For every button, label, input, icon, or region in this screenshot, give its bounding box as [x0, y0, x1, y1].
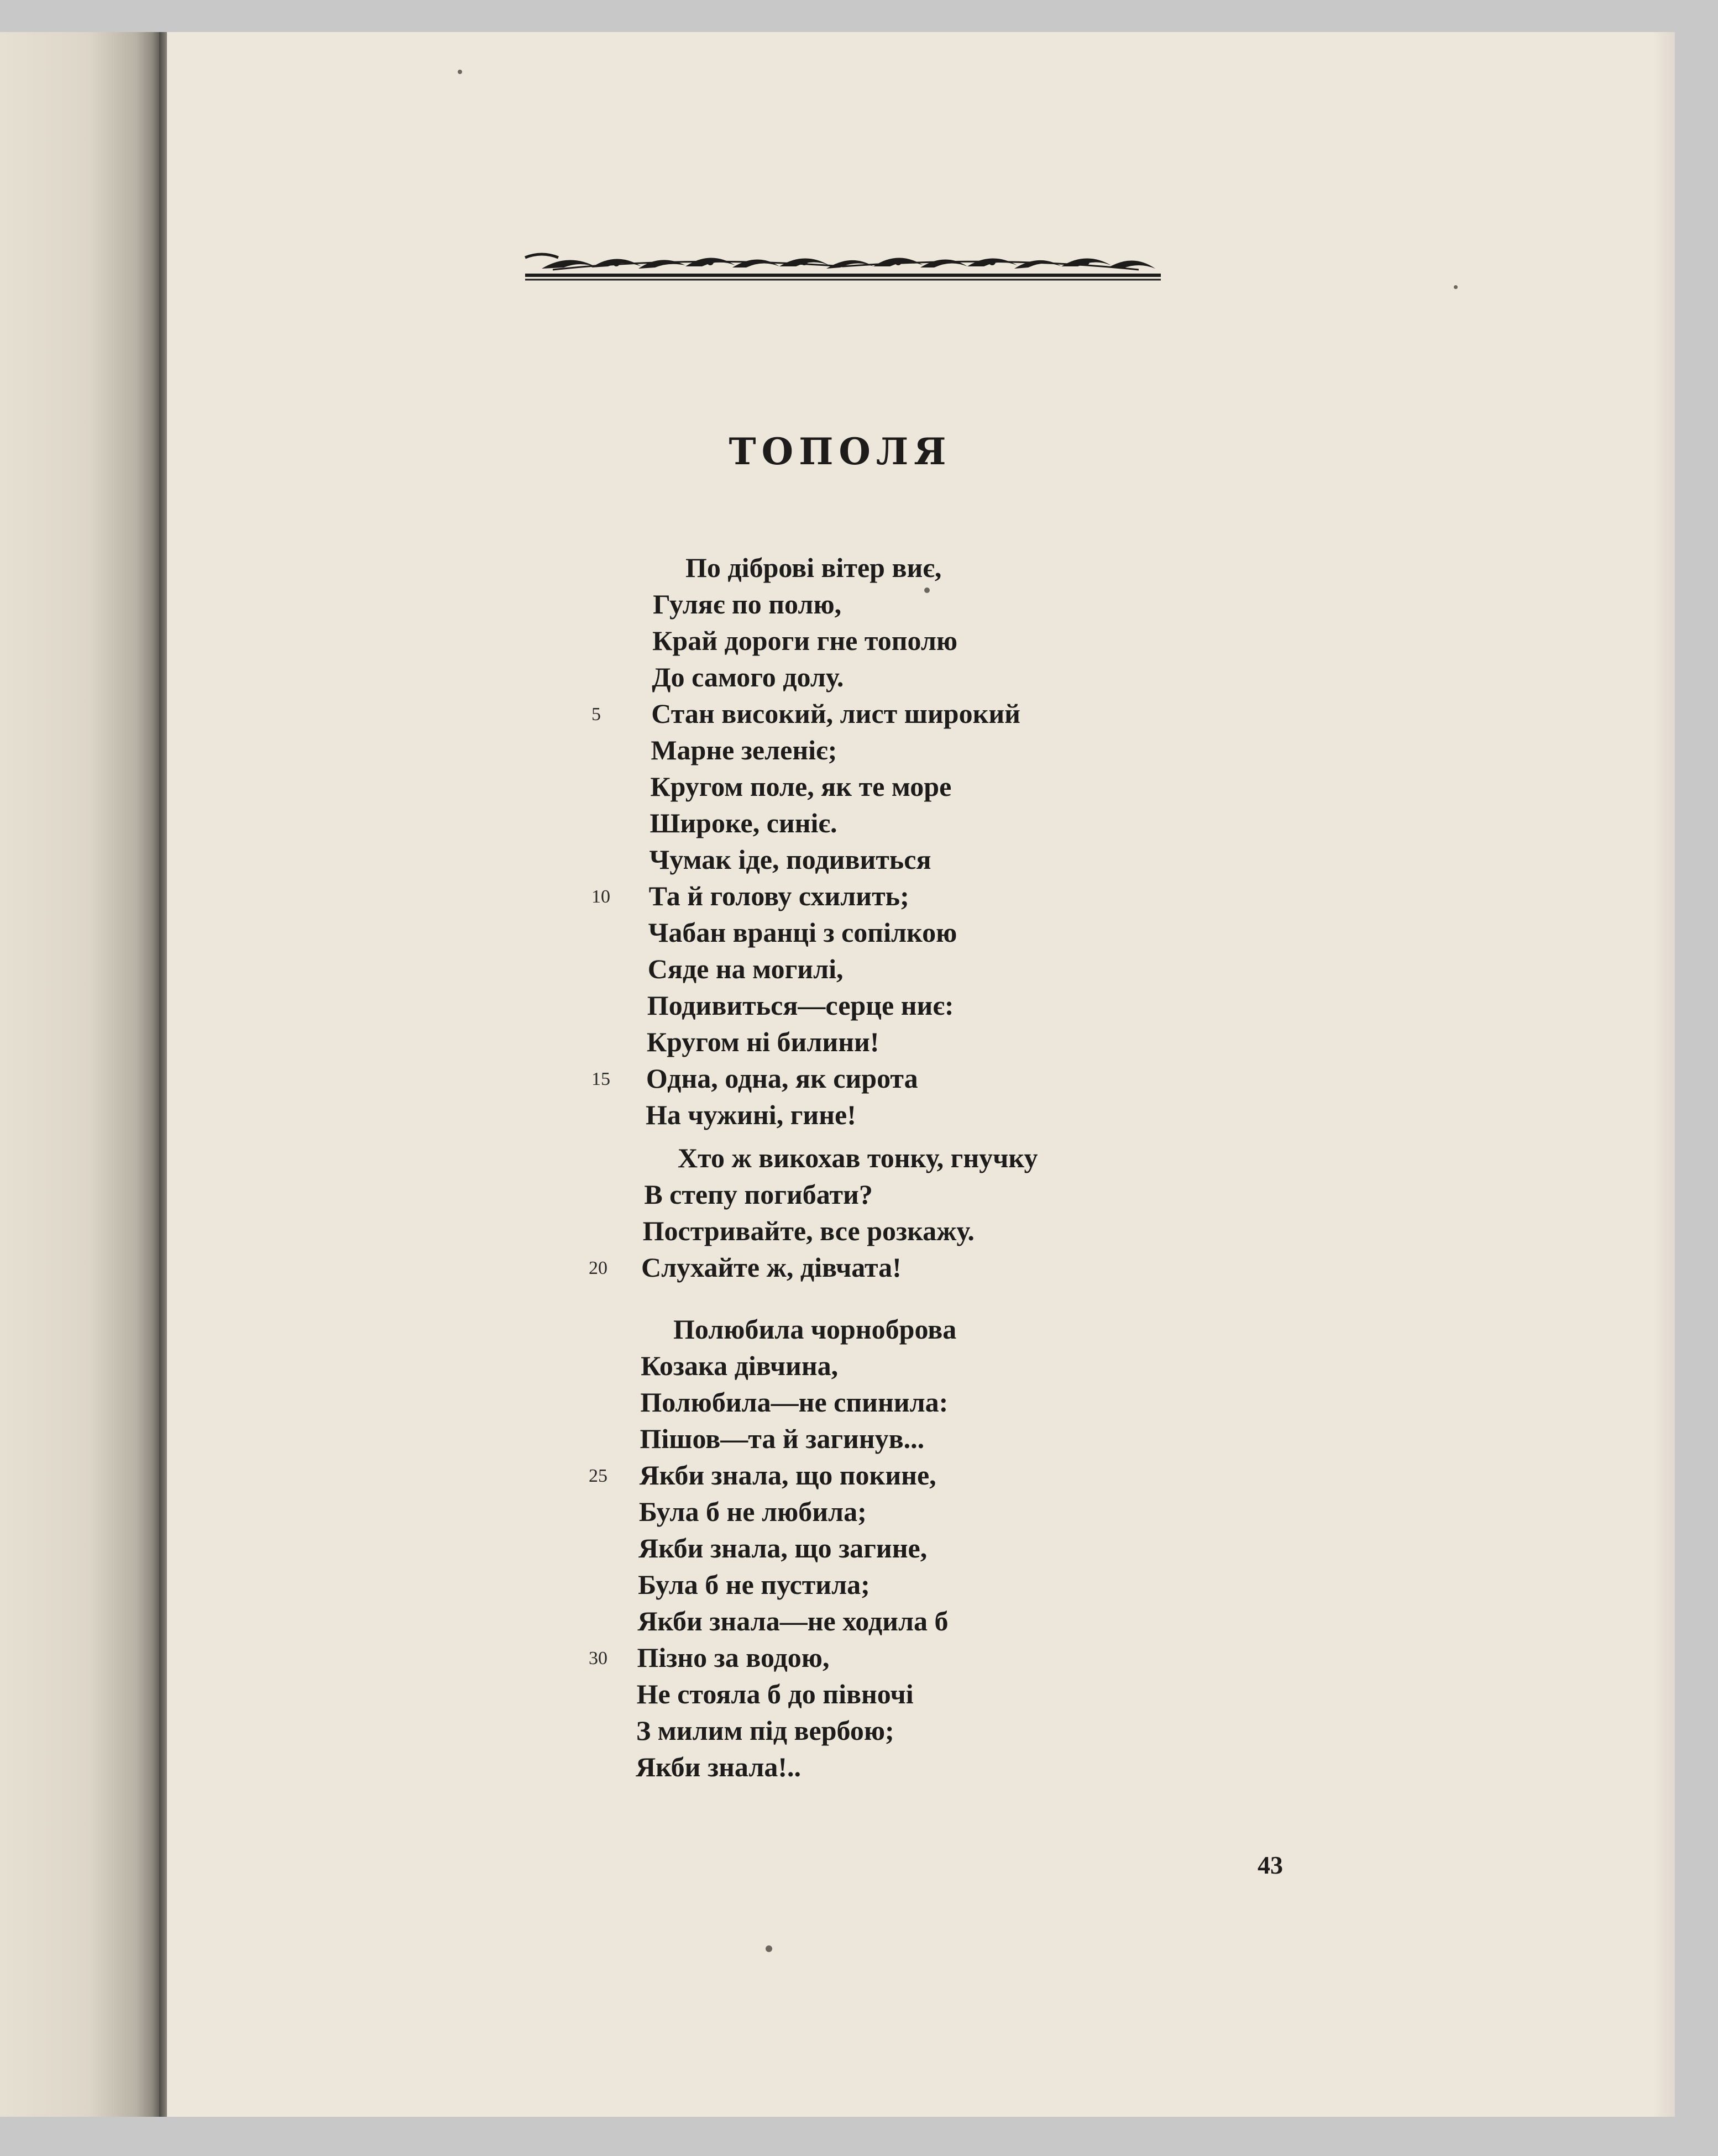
poem-body	[0, 32, 1675, 2117]
poem-line: Якби знала!..	[636, 1751, 802, 1782]
poem-line: Якби знала, що покине,	[639, 1460, 936, 1491]
poem-line: Гуляє по полю,	[653, 589, 842, 620]
poem-title: ТОПОЛЯ	[729, 430, 952, 473]
print-speck	[924, 587, 930, 593]
poem-line: Була б не любила;	[638, 1496, 867, 1527]
poem-line: З милим під вербою;	[636, 1715, 894, 1746]
poem-line: Слухайте ж, дівчата!	[641, 1252, 902, 1283]
print-speck	[1454, 285, 1458, 289]
poem-line: Кругом поле, як те море	[650, 771, 952, 802]
poem-line: Чумак іде, подивиться	[649, 844, 931, 875]
poem-line: Край дороги гне тополю	[652, 625, 958, 656]
poem-line: Чабан вранці з сопілкою	[648, 917, 957, 948]
poem-line: До самого долу.	[652, 662, 844, 693]
poem-line: Широке, синіє.	[650, 807, 837, 838]
poem-line: По діброві вітер виє,	[685, 552, 942, 583]
poem-line: Пішов—та й загинув...	[640, 1423, 925, 1454]
poem-line: Козака дівчина,	[641, 1350, 839, 1381]
poem-line: Не стояла б до півночі	[636, 1678, 914, 1709]
poem-line: Одна, одна, як сирота	[646, 1063, 918, 1094]
poem-line: Була б не пустила;	[638, 1569, 870, 1600]
poem-line: Полюбила чорноброва	[673, 1314, 957, 1345]
poem-line: Пізно за водою,	[637, 1642, 830, 1673]
line-number: 30	[589, 1648, 607, 1669]
line-number: 10	[591, 886, 610, 907]
poem-line: В степу погибати?	[644, 1179, 873, 1210]
line-number: 20	[589, 1258, 607, 1278]
poem-line: Постривайте, все розкажу.	[642, 1215, 975, 1246]
page-number: 43	[1258, 1851, 1283, 1879]
line-number: 25	[589, 1466, 607, 1486]
poem-line: Кругом ні билини!	[646, 1026, 879, 1057]
poem-line: Якби знала, що загине,	[638, 1533, 928, 1564]
poem-line: Та й голову схилить;	[648, 880, 909, 911]
line-number: 15	[591, 1069, 610, 1089]
print-speck	[766, 1945, 772, 1952]
print-speck	[458, 70, 462, 74]
poem-line: Якби знала—не ходила б	[637, 1606, 949, 1636]
poem-line: Марне зеленіє;	[651, 735, 837, 765]
poem-line: Стан високий, лист широкий	[651, 698, 1020, 729]
line-number: 5	[591, 704, 601, 725]
poem-line: Полюбила—не спинила:	[640, 1387, 949, 1418]
poem-line: На чужині, гине!	[646, 1099, 856, 1130]
poem-line: Сяде на могилі,	[647, 953, 844, 984]
book-page	[0, 32, 1675, 2117]
poem-line: Хто ж викохав тонку, гнучку	[678, 1142, 1038, 1173]
poem-line: Подивиться—серце ниє:	[647, 990, 954, 1021]
